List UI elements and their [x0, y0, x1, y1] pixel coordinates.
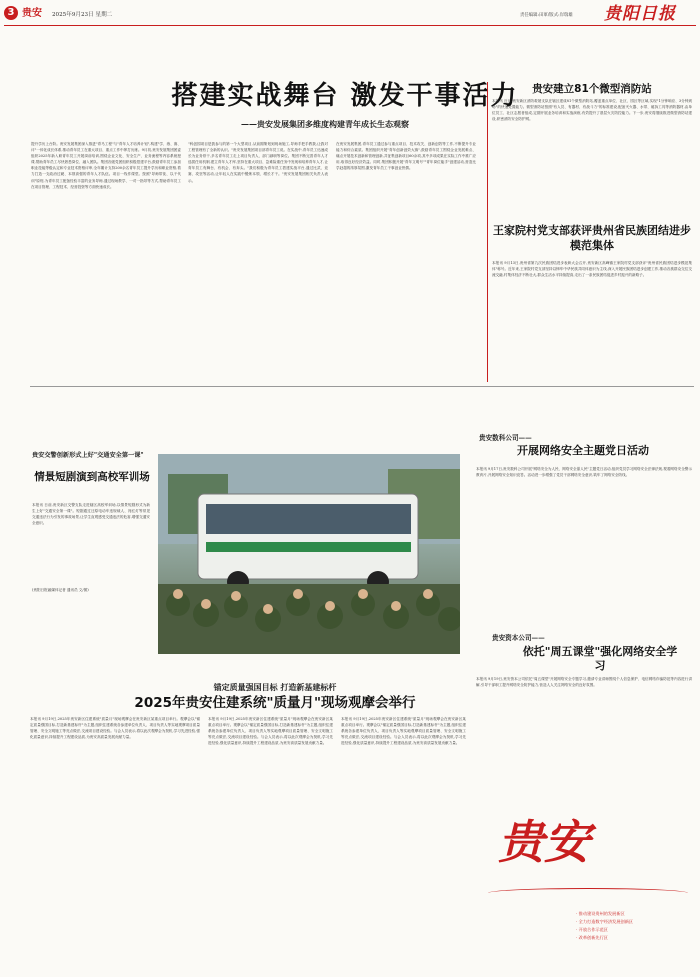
stamp-slogan: · 开放合作示范区: [576, 927, 608, 932]
safety-party-headline: 开展网络安全主题党日活动: [517, 444, 649, 457]
section-separator: [30, 386, 694, 387]
lead-body-col1: 提升学历上台阶。贵安发展集团深入推进"青马工程"与"青年人才培养计划",构建"学、练、赛、评"一体化成长体系,推动青年员工在重大项目、重点工作中摔打历练。9月初,贵安发展集团团委组织2025年新入职青年员工开展岗前培训,围绕企业文化、安全生产、业务流程等内容系统授课,帮助青年员工尽快熟悉岗位、融入团队。集团各级党团组织积极搭建平台,鼓励青年员工参加职业技能等级认定和专业技术资格评审,全年累计支持200余名青年员工提升学历和职业资格,着力打造一支政治过硬、本领高强的青年人才队伍。项目一线作课堂。按照"导师带徒、以干代训"原则,为青年员工配备经验丰富的业务导师,通过现场教学、一对一指导等方式,帮助青年员工在项目管理、工程技术、经营投资等方面快速成长。: [31, 142, 181, 189]
stamp-slogan: · 改革创新先行区: [576, 935, 608, 940]
stamp-calligraphy: 贵安: [498, 815, 590, 869]
fire-drill-headline: 贵安建立81个微型消防站: [532, 83, 652, 95]
photo-story-kicker: 贵安交警创新形式上好"交通安全第一课": [32, 452, 144, 459]
issue-date: 2025年9月23日 星期二: [52, 12, 113, 18]
news-photo: [158, 454, 460, 654]
section-name: 贵安: [22, 8, 42, 19]
capital-class-body: 本报讯 9月19日,贵安资本公司依托"周五课堂"开展网络安全专题学习,邀请专业讲师围绕个人信息保护、电信网络诈骗防范等内容进行讲解,引导干部职工提升网络安全防护能力,营造人人关注网络安全的良好氛围。: [476, 677, 692, 688]
quality-body-col3: 本报讯 9月19日,2025年贵安新区住建系统"质量月"现场观摩会在贵安新区某重点项目举行。观摩会以"锚定质量强国目标,打造新基建标杆"为主题,组织住建系统各参建单位负责人、项目负责人等实地观摩项目质量管理、安全文明施工等亮点做法,交流项目建设经验。与会人员表示,将以此次观摩会为契机,学习先进经验,强化质量意识,持续提升工程建设品质,为贵安高质量发展贡献力量。: [341, 717, 466, 746]
stamp-slogan: · 全力打造数字经济发展创新区: [576, 919, 634, 924]
lead-headline: 搭建实战舞台 激发干事活力: [171, 81, 519, 111]
village-body: 本报讯 9月13日,贵州省第九次民族团结进步表彰大会召开,贵安新区高峰镇王家院村党支部获评"贵州省民族团结进步模范集体"称号。近年来,王家院村党支部坚持以铸牢中华民族共同体意识为主线,深入开展民族团结进步创建工作,推动各族群众交往交流交融,村集体经济不断壮大,群众生活水平持续提高,走出了一条民族团结促进乡村振兴的新路子。: [492, 261, 692, 278]
bus-and-cadets-image: [158, 454, 460, 654]
village-headline: 王家院村党支部获评贵州省民族团结进步模范集体: [493, 224, 691, 252]
stamp-wave: [488, 888, 688, 898]
safety-party-body: 本报讯 9月17日,贵安数科公司开展"网络安全为人民、网络安全靠人民"主题党日活动,组织党员学习网络安全法律法规,观看网络安全警示教育片,开展网络安全知识竞答。活动进一步增强了党员干部网络安全意识,筑牢了网络安全防线。: [476, 467, 692, 478]
quality-headline: 2025年贵安住建系统"质量月"现场观摩会举行: [134, 695, 416, 711]
fire-drill-body: 本报讯 近日,贵安新区消防救援支队在辖区建成81个微型消防站,覆盖重点单位、社区、园区等区域,实现"1分钟响应、3分钟到场"的快速处置能力。微型消防站按照"有人员、有器材、有战斗力"的标准建设,配备灭火器、水带、破拆工具等消防器材,由单位员工、社区志愿者组成,定期开展业务培训和实战演练,有效提升了基层火灾防控能力。下一步,贵安将继续推进微型消防站建设,织密消防安全防护网。: [492, 99, 692, 122]
photo-story-body: 本报讯 日前,贵安新区交警支队走进辖区高校军训场,以情景短剧形式为新生上好"交通安全第一课"。短剧通过还原电动车违规载人、闯红灯等常见交通违法行为引发的事故场景,让学生直观感受交通违法的危害,增强交通安全意识。: [32, 503, 150, 526]
photo-story-headline: 情景短剧演到高校军训场: [34, 471, 150, 483]
quality-body-col1: 本报讯 9月19日,2025年贵安新区住建系统"质量月"现场观摩会在贵安新区某重点项目举行。观摩会以"锚定质量强国目标,打造新基建标杆"为主题,组织住建系统各参建单位负责人、项目负责人等实地观摩项目质量管理、安全文明施工等亮点做法,交流项目建设经验。与会人员表示,将以此次观摩会为契机,学习先进经验,强化质量意识,持续提升工程建设品质,为贵安高质量发展贡献力量。: [30, 717, 200, 740]
stamp-slogans: [576, 910, 694, 942]
photo-story-credit: (贵阳日报融媒体记者 通讯员 文/图): [32, 588, 89, 592]
capital-class-headline: 依托"周五课堂"强化网络安全学习: [522, 645, 678, 672]
lead-body-col3: 在贵安发展集团,青年员工通过参与重点项目、技术攻关、创新创效等工作,不断提升专业能力和综合素质。集团组织开展"青年创新创效大赛",鼓励青年员工围绕企业发展难点、痛点开展技术创新和管理创新,共征集创新项目60余项,其中多项成果在实际工作中推广应用,取得良好经济效益。同时,集团积极开展"青年文明号""青年岗位能手"创建活动,营造比学赶超的浓厚氛围,激发青年员工干事创业热情。: [336, 142, 476, 171]
quality-body-col2: 本报讯 9月19日,2025年贵安新区住建系统"质量月"现场观摩会在贵安新区某重点项目举行。观摩会以"锚定质量强国目标,打造新基建标杆"为主题,组织住建系统各参建单位负责人、项目负责人等实地观摩项目质量管理、安全文明施工等亮点做法,交流项目建设经验。与会人员表示,将以此次观摩会为契机,学习先进经验,强化质量意识,持续提升工程建设品质,为贵安高质量发展贡献力量。: [208, 717, 333, 746]
right-column-divider: [487, 82, 488, 382]
masthead-logo: 贵阳日报: [604, 4, 676, 24]
quality-kicker: 锚定质量强国目标 打造新基建标杆: [213, 682, 337, 692]
editor-credit: 责任编辑:田軍/版式:岸瑞雄: [520, 13, 573, 18]
header-rule: [4, 25, 696, 26]
lead-body-col2: "科创园项目是我参与的第一个大型项目,从前期策划到现场施工,导师手把手教我,让我对工程管理有了全新的认识。"贵安发展集团项目部青年员工说。在实战中,青年员工迅速成长为业务骨干,多名青年员工走上项目负责人、部门副职等岗位。集团不断完善青年人才选拔任用机制,建立青年人才库,坚持在重大项目、急难险重任务中发现和培养青年人才,让青年员工有舞台、有机会、有奔头。"我们积极为青年员工搭建实战平台,通过比武、竞赛、攻坚等活动,让年轻人在实践中锻炼本领、增长才干。"贵安发展集团相关负责人表示。: [188, 142, 328, 183]
lead-subtitle: ——贵安发展集团多维度构建青年成长生态观察: [241, 119, 409, 129]
capital-class-kicker: 贵安资本公司——: [492, 634, 545, 642]
safety-party-kicker: 贵安数科公司——: [479, 434, 532, 442]
stamp-slogan: · 推动建设贵州的发展新区: [576, 911, 625, 916]
guian-stamp: [478, 798, 696, 968]
page-number-badge: 3: [4, 6, 18, 20]
